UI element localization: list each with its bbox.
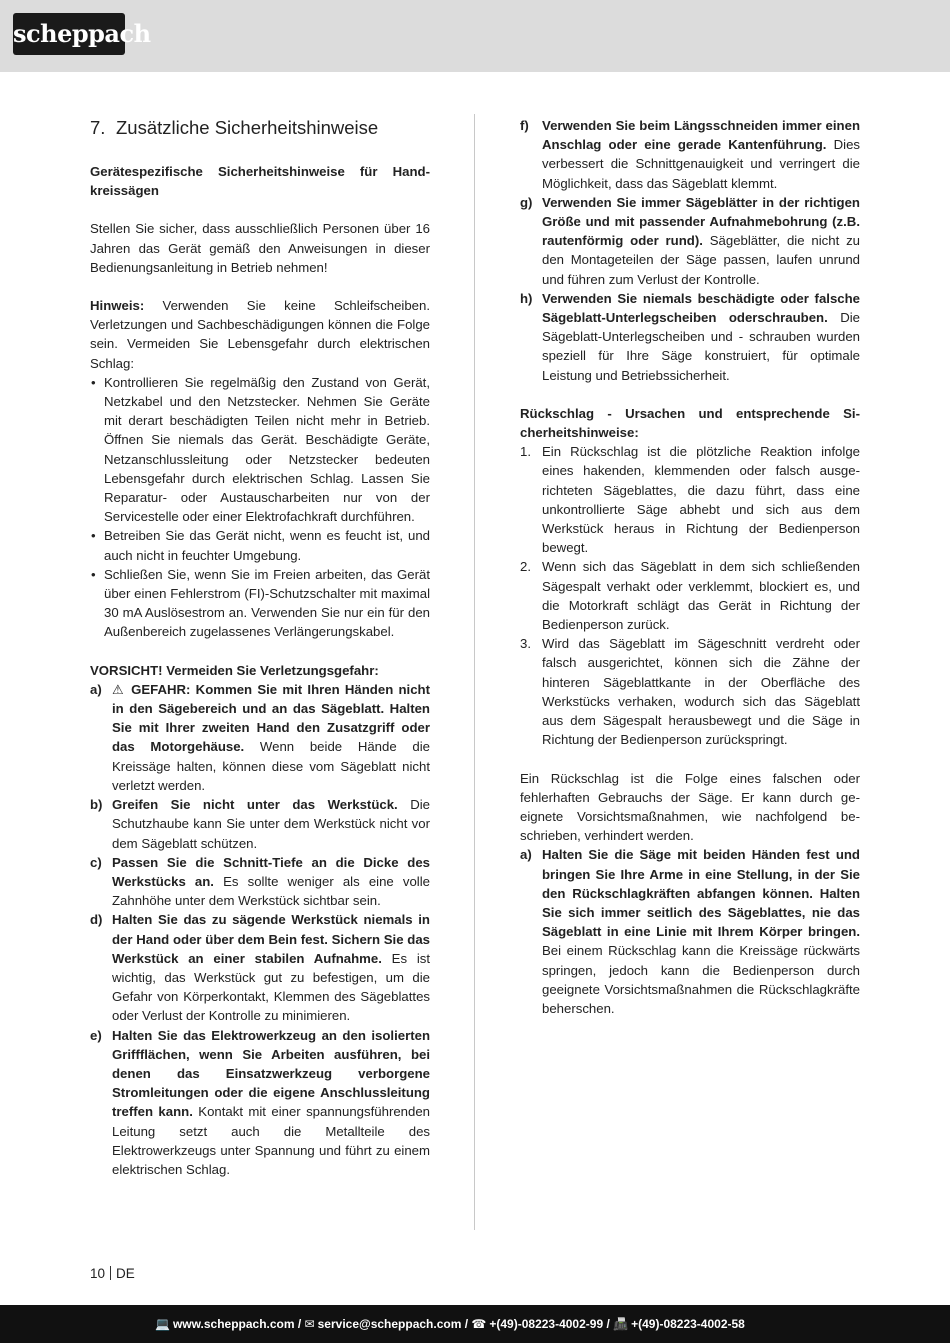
safety-item-e: e) Halten Sie das Elektrowerkzeug an den isolierten Griffflächen, wenn Sie Arbeiten ausführen, bei denen das Einsatzwerkzeug verborgene Stromleitungen oder die eigene Anschlussleitung treffen kann. Kontakt mit einer spannungsführenden Leitung setzt auch die Metallteile des Elektrowerkzeugs unter Spannung und führt zu einem elektrischen Schlag. [90,1027,431,1177]
intro-paragraph: Stellen Sie sicher, dass ausschließlich Personen über 16 Jahren das Gerät gemäß den Anweisungen in dieser Bedienungsanleitung in Betrieb nehmen! [90,221,430,275]
fax-icon: 📠 [613,1317,629,1331]
item-marker: 3. [520,636,531,652]
header-bar [0,0,950,72]
safety-item-g: g) Verwenden Sie immer Sägeblätter in der richtigen Größe und mit passender Aufnahmebohrung (z.B. rautenförmig oder rund). Sägeblätter, die nicht zu den Montageteilen der Säge passen, laufen unrund und führen zum Verlust der Kontrolle. [520,194,860,287]
safety-item-h: h) Verwenden Sie niemals beschädigte oder falsche Sägeblatt-Unterlegscheiben oderschrauben. Die Sägeblatt-Unterlegscheiben und - schrauben wurden speziell für Ihre Säge konstruiert, für optimale Leistung und Betriebssicherheit. [520,290,860,383]
section-number: 7. [90,117,106,138]
warning-triangle-icon: ⚠ [112,681,124,697]
safety-item-b: b) Greifen Sie nicht unter das Werkstück. Die Schutzhaube kann Sie unter dem Werkstück nicht vor dem Sägeblatt schützen. [90,797,430,851]
left-column [90,116,430,1179]
item-marker: d) [90,912,103,928]
mail-icon: ✉ [304,1317,315,1331]
right-column [520,116,860,1018]
kickback-item-3: 3. Wird das Sägeblatt im Sägeschnitt verdreht oder falsch ausgerichtet, können sich die Zähne der hinteren Sägeblattkante in der Oberfläche des Werkstücks verhaken, wodurch sich das Sägeblatt aus dem Sägespalt herausbewegt und die Säge in Richtung der Bedienperson zurückspringt. [520,636,860,748]
laptop-icon: 💻 [155,1317,170,1331]
item-marker: g) [520,194,533,210]
phone-number: +(49)-08223-4002-99 [489,1317,604,1331]
website-link[interactable]: www.scheppach.com [172,1317,295,1331]
email-link[interactable]: service@scheppach.com [317,1317,462,1331]
item-marker: h) [520,290,533,306]
bullet-item: • Betreiben Sie das Gerät nicht, wenn es feucht ist, und auch nicht in feuchter Umgebung. [91,528,430,563]
item-marker: f) [520,118,529,133]
safety-item-a: a) ⚠ GEFAHR: Kommen Sie mit Ihren Händen nicht in den Sägebereich und an das Sägeblatt. Halten Sie mit Ihrer zweiten Hand den Zusatzgriff oder das Motorgehäuse. Wenn beide Hände die Kreissäge halten, können diese vom Sägeblatt nicht verletzt werden. [90,681,430,793]
safety-item-f: f) Verwenden Sie beim Längsschneiden immer einen Anschlag oder eine gerade Kantenführung. Dies verbessert die Schnittgenauigkeit und verringert die Möglichkeit, dass das Sägeblatt klemmt. [520,118,860,191]
item-marker: a) [520,847,532,863]
bullet-icon: • [91,374,96,390]
kickback-item-1: 1. Ein Rückschlag ist die plötzliche Reaktion infolge eines hakenden, klemmenden oder falsch ausgerichteten Sägeblattes, die dazu führt, dass eine unkontrollierte Säge abhebt und sich aus dem Werkstück heraus in Richtung der Bedienperson bewegt. [520,444,860,556]
bullet-item: • Kontrollieren Sie regelmäßig den Zustand von Gerät, Netzkabel und den Netzstecker. Nehmen Sie Geräte mit derart beschädigten Teilen nicht mehr in Betrieb. Öffnen Sie niemals das Gerät. Beschädigte Geräte, Netzanschlussleitung oder Netzstecker bedeuten Lebensgefahr durch elektrischen Schlag. Lassen Sie Reparatur- oder Austauscharbeiten nur von der Servicestelle oder einer Elektrofachkraft durchführen. [91,374,430,525]
item-marker: e) [90,1027,102,1043]
item-marker: b) [90,797,103,813]
brand-logo: scheppach [13,13,125,55]
vorsicht-heading: VORSICHT! Vermeiden Sie Verletzungsgefahr: [90,662,379,678]
page-number: 10 DE [90,1266,135,1281]
item-marker: a) [90,681,102,697]
footer-bar: 💻 www.scheppach.com / ✉ service@scheppach.com / ☎ +(49)-08223-4002-99 / 📠 +(49)-08223-4002-58 [0,1305,950,1343]
bullet-icon: • [91,566,96,582]
phone-icon: ☎ [471,1317,487,1331]
hinweis-label: Hinweis: [90,298,145,314]
section-title-text: Zusätzliche Sicherheitshinweise [116,117,379,138]
bullet-icon: • [91,528,96,544]
bullet-item: • Schließen Sie, wenn Sie im Freien arbeiten, das Gerät über einen Fehlerstrom (FI)-Schutzschalter mit maximal 30 mA Auslösestrom an. Verwenden Sie nur ein für den Außenbereich zugelassenes Verlängerungskabel. [91,566,430,640]
hinweis-text: Verwenden Sie keine Schleifscheiben. Verletzungen und Sachbeschädigungen können die Folge sein. Vermeiden Sie Lebensgefahr durch elektrischen Schlag: [90,298,430,371]
safety-item-d: d) Halten Sie das zu sägende Werkstück niemals in der Hand oder über dem Bein fest. Sichern Sie das Werkstück an einer stabilen Aufnahme. Es ist wichtig, das Werkstück gut zu befestigen, um die Gefahr von Körperkontakt, Klemmen des Sägeblattes oder Verlust der Kontrolle zu minimieren. [90,912,431,1024]
fax-number: +(49)-08223-4002-58 [631,1317,745,1331]
section-title [90,116,430,140]
item-marker: c) [90,854,102,870]
column-divider [474,114,475,1230]
kickback-item-a: a) Halten Sie die Säge mit beiden Händen fest und bringen Sie Ihre Arme in eine Stellung, in der Sie den Rückschlagkräften abfangen können. Halten Sie sich immer seitlich des Sägeblattes, nie das Sägeblatt in eine Linie mit Ihrem Körper bringen. Bei einem Rückschlag kann die Kreissäge rückwärts springen, jedoch kann die Bedienperson durch geeignete Vorsichtsmaßnahmen die Rückschlagkräfte beherschen. [520,847,860,1016]
item-marker: 2. [520,559,531,575]
safety-item-c: c) Passen Sie die Schnitt-Tiefe an die Dicke des Werkstücks an. Es sollte weniger als eine volle Zahnhöhe unter dem Werkstück sichtbar sein. [90,854,430,909]
kickback-item-2: 2. Wenn sich das Sägeblatt in dem sich schließenden Sägespalt verhakt oder verklemmt, blockiert es, und die Motorkraft schlägt das Gerät in Richtung der Bedienperson zurück. [520,559,860,633]
kickback-paragraph: Ein Rückschlag ist die Folge eines falschen oder fehlerhaften Gebrauchs der Säge. Er kann durch geeignete Vorsichtsmaßnahmen, wie nachfolgend beschrieben, verhindert werden. [520,770,860,844]
hinweis-paragraph [90,296,430,373]
item-marker: 1. [520,444,531,460]
section-subtitle: Gerätespezifische Sicherheitshinweise für Handkreissägen [90,164,430,199]
page-language: DE [116,1266,135,1281]
kickback-heading: Rückschlag - Ursachen und entsprechende Sicherheitshinweise: [520,405,860,441]
